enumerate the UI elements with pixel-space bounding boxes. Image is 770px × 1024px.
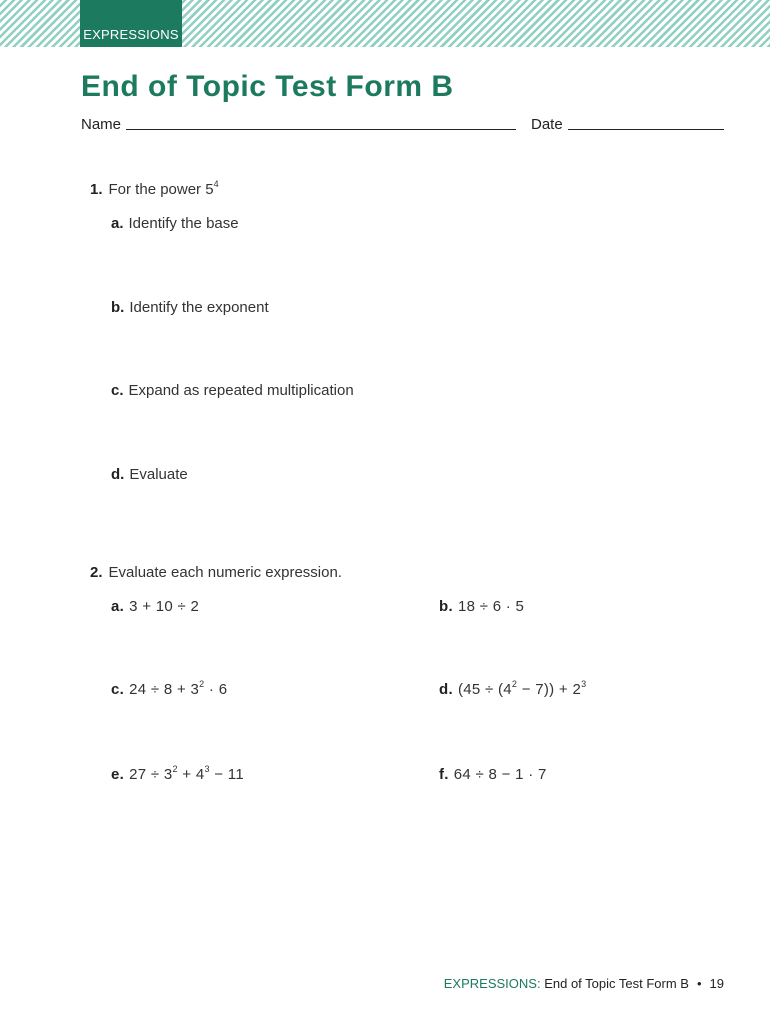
part-text: Identify the exponent — [129, 299, 269, 316]
question-1c — [111, 382, 354, 399]
question-2b — [439, 598, 524, 615]
part-letter: e. — [111, 766, 125, 783]
part-letter: d. — [111, 466, 125, 483]
page-number: 19 — [709, 976, 724, 991]
part-letter: f. — [439, 766, 449, 783]
question-number: 2. — [90, 564, 103, 581]
section-tag: EXPRESSIONS — [80, 0, 182, 47]
question-1a — [111, 215, 239, 232]
question-text: For the power 5 — [108, 181, 214, 198]
date-input-line[interactable] — [568, 129, 724, 130]
expression: 64 ÷ 8 − 1 · 7 — [453, 766, 547, 783]
question-2a — [111, 598, 199, 615]
expression-part: (45 ÷ (4 — [457, 681, 512, 698]
page-footer — [444, 976, 724, 991]
footer-section: EXPRESSIONS: — [443, 976, 541, 991]
expression-part: + 4 — [177, 766, 205, 783]
exponent: 3 — [204, 764, 210, 774]
part-letter: c. — [111, 681, 125, 698]
part-letter: d. — [439, 681, 453, 698]
part-text: Identify the base — [128, 215, 239, 232]
question-text: Evaluate each numeric expression. — [108, 564, 342, 581]
name-input-line[interactable] — [126, 129, 516, 130]
question-1b — [111, 299, 269, 316]
exponent: 2 — [172, 764, 178, 774]
part-text: Expand as repeated multiplication — [128, 382, 354, 399]
part-letter: a. — [111, 598, 125, 615]
part-text: Evaluate — [129, 466, 188, 483]
exponent: 4 — [213, 179, 219, 189]
expression-part: · 6 — [204, 681, 228, 698]
exponent: 3 — [581, 679, 587, 689]
question-1d — [111, 466, 188, 483]
expression-part: 27 ÷ 3 — [129, 766, 173, 783]
question-2-prompt — [90, 564, 342, 581]
name-label: Name — [81, 116, 122, 133]
footer-title: End of Topic Test Form B — [544, 976, 689, 991]
expression-part: 24 ÷ 8 + 3 — [129, 681, 200, 698]
exponent: 2 — [199, 679, 205, 689]
part-letter: a. — [111, 215, 124, 232]
page-title: End of Topic Test Form B — [81, 70, 454, 103]
part-letter: c. — [111, 382, 124, 399]
question-number: 1. — [90, 181, 103, 198]
expression: 18 ÷ 6 · 5 — [457, 598, 525, 615]
question-2e — [111, 766, 244, 783]
part-letter: b. — [111, 299, 125, 316]
exponent: 2 — [511, 679, 518, 689]
question-1-prompt — [90, 181, 219, 198]
date-label: Date — [531, 116, 563, 133]
question-2f — [439, 766, 547, 783]
expression: 3 + 10 ÷ 2 — [129, 598, 200, 615]
question-2d — [439, 681, 586, 698]
question-2c — [111, 681, 227, 698]
expression-part: − 7)) + 2 — [517, 681, 582, 698]
expression-part: − 11 — [209, 766, 244, 783]
part-letter: b. — [439, 598, 453, 615]
footer-bullet: • — [696, 976, 702, 991]
